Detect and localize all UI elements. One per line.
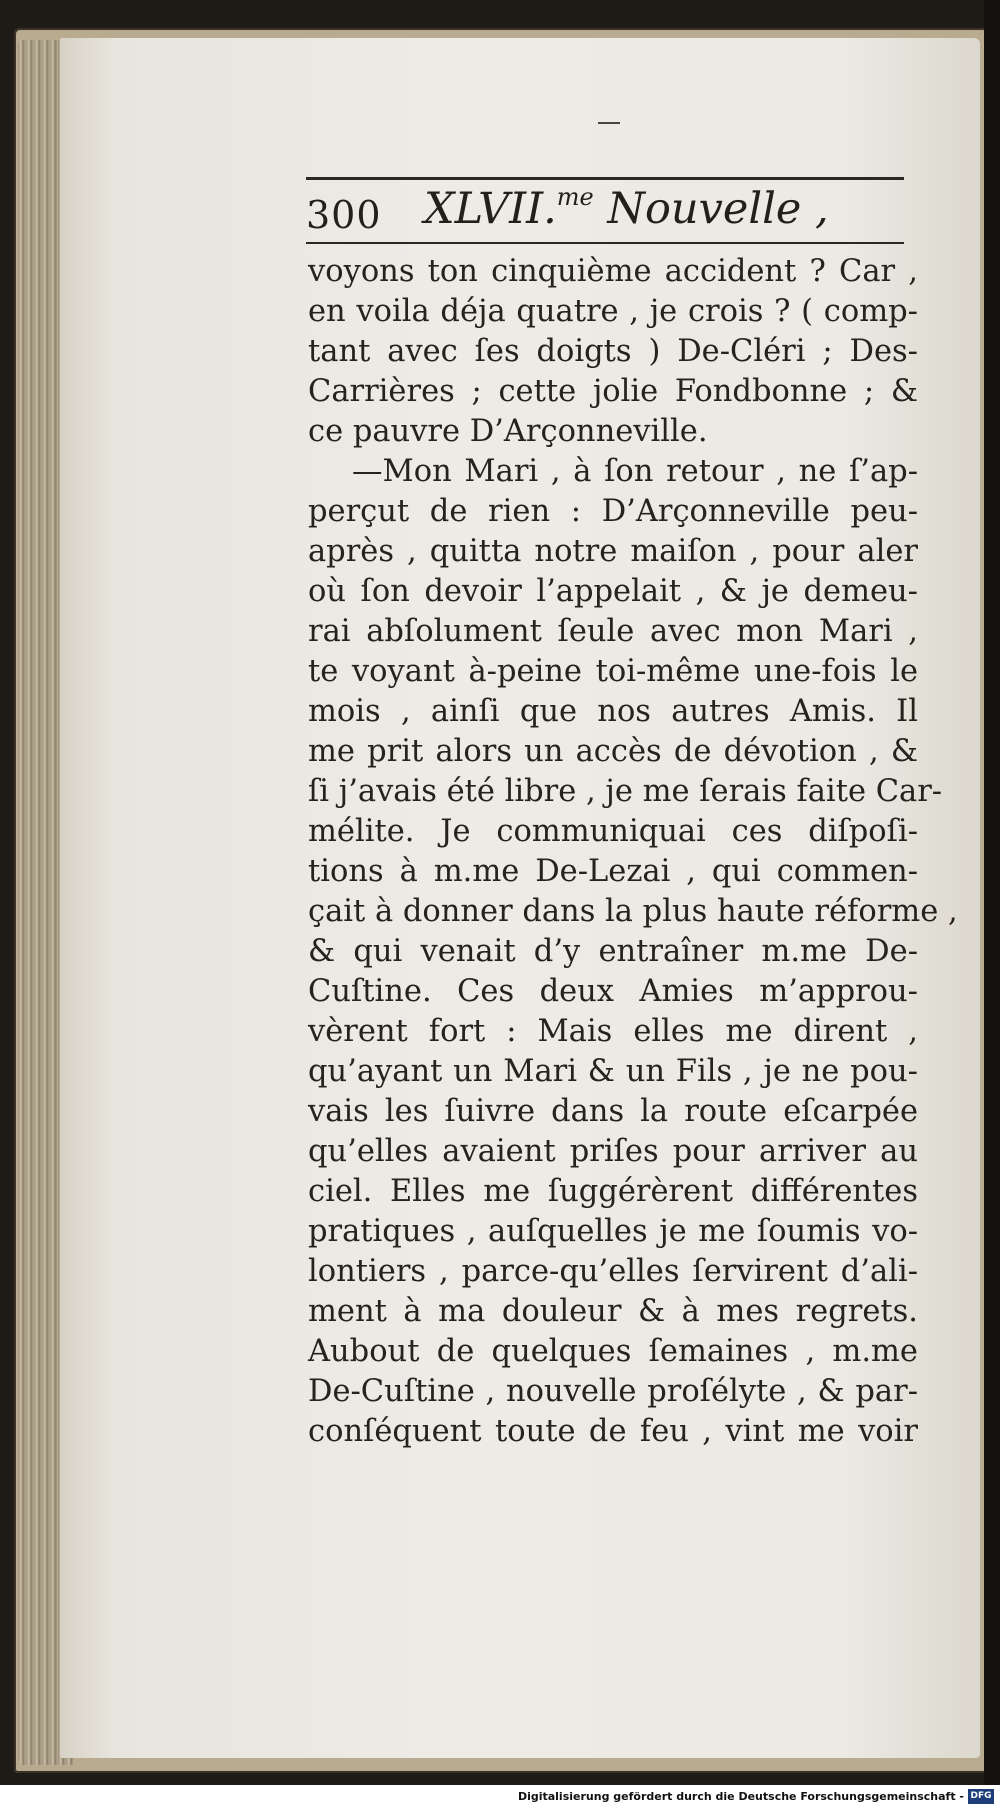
text-line: te voyant à-peine toi-même une-fois le	[308, 654, 918, 689]
running-title	[424, 183, 829, 234]
text-line: lontiers , parce-qu’elles ſervirent d’ali-	[308, 1254, 918, 1289]
text-line: où ſon devoir l’appelait , & je demeu-	[308, 574, 918, 609]
text-line: qu’elles avaient priſes pour arriver au	[308, 1134, 918, 1169]
text-line: De-Cuſtine , nouvelle proſélyte , & par-	[308, 1374, 918, 1409]
title-main: XLVII.	[424, 184, 557, 234]
text-line: conſéquent toute de feu , vint me voir	[308, 1414, 918, 1449]
text-line: mois , ainſi que nos autres Amis. Il	[308, 694, 918, 729]
text-line: vèrent fort : Mais elles me dirent ,	[308, 1014, 918, 1049]
text-line: & qui venait d’y entraîner m.me De-	[308, 934, 918, 969]
footer-bar	[0, 1785, 1000, 1809]
text-line: vais les ſuivre dans la route eſcarpée	[308, 1094, 918, 1129]
text-line: tant avec ſes doigts ) De-Cléri ; Des-	[308, 334, 918, 369]
running-header	[306, 183, 906, 239]
top-dash-mark	[598, 122, 620, 124]
text-line: en voila déja quatre , je crois ? ( comp-	[308, 294, 918, 329]
page-number: 300	[306, 193, 382, 237]
text-line: voyons ton cinquième accident ? Car ,	[308, 254, 918, 289]
text-line: me prit alors un accès de dévotion , &	[308, 734, 918, 769]
text-line: rai abſolument ſeule avec mon Mari ,	[308, 614, 918, 649]
text-line: ciel. Elles me ſuggérèrent différentes	[308, 1174, 918, 1209]
text-line: Cuſtine. Ces deux Amies m’approu-	[308, 974, 918, 1009]
text-line: perçut de rien : D’Arçonneville peu-	[308, 494, 918, 529]
header-rule-top	[306, 177, 904, 180]
right-binding-edge	[984, 0, 1000, 1785]
text-line: çait à donner dans la plus haute réforme ,	[308, 894, 958, 929]
text-line: mélite. Je communiquai ces diſpoſi-	[308, 814, 918, 849]
text-line: —Mon Mari , à ſon retour , ne ſ’ap-	[352, 454, 918, 489]
digitization-credit: Digitalisierung gefördert durch die Deutsche Forschungsgemeinschaft -	[517, 1790, 964, 1803]
text-line: ce pauvre D’Arçonneville.	[308, 414, 708, 449]
dfg-logo: DFG	[968, 1789, 994, 1804]
text-line: tions à m.me De-Lezai , qui commen-	[308, 854, 918, 889]
header-rule-bottom	[306, 242, 904, 244]
text-line: Aubout de quelques ſemaines , m.me	[308, 1334, 918, 1369]
text-line: ment à ma douleur & à mes regrets.	[308, 1294, 918, 1329]
body-text	[308, 252, 958, 1452]
title-superscript: me	[556, 183, 594, 211]
text-line: pratiques , auſquelles je me ſoumis vo-	[308, 1214, 918, 1249]
text-line: Carrières ; cette jolie Fondbonne ; &	[308, 374, 918, 409]
text-line: qu’ayant un Mari & un Fils , je ne pou-	[308, 1054, 918, 1089]
title-rest: Nouvelle ,	[593, 184, 829, 234]
text-line: après , quitta notre maiſon , pour aler	[308, 534, 918, 569]
text-line: ſi j’avais été libre , je me ſerais faite Car-	[308, 774, 943, 809]
